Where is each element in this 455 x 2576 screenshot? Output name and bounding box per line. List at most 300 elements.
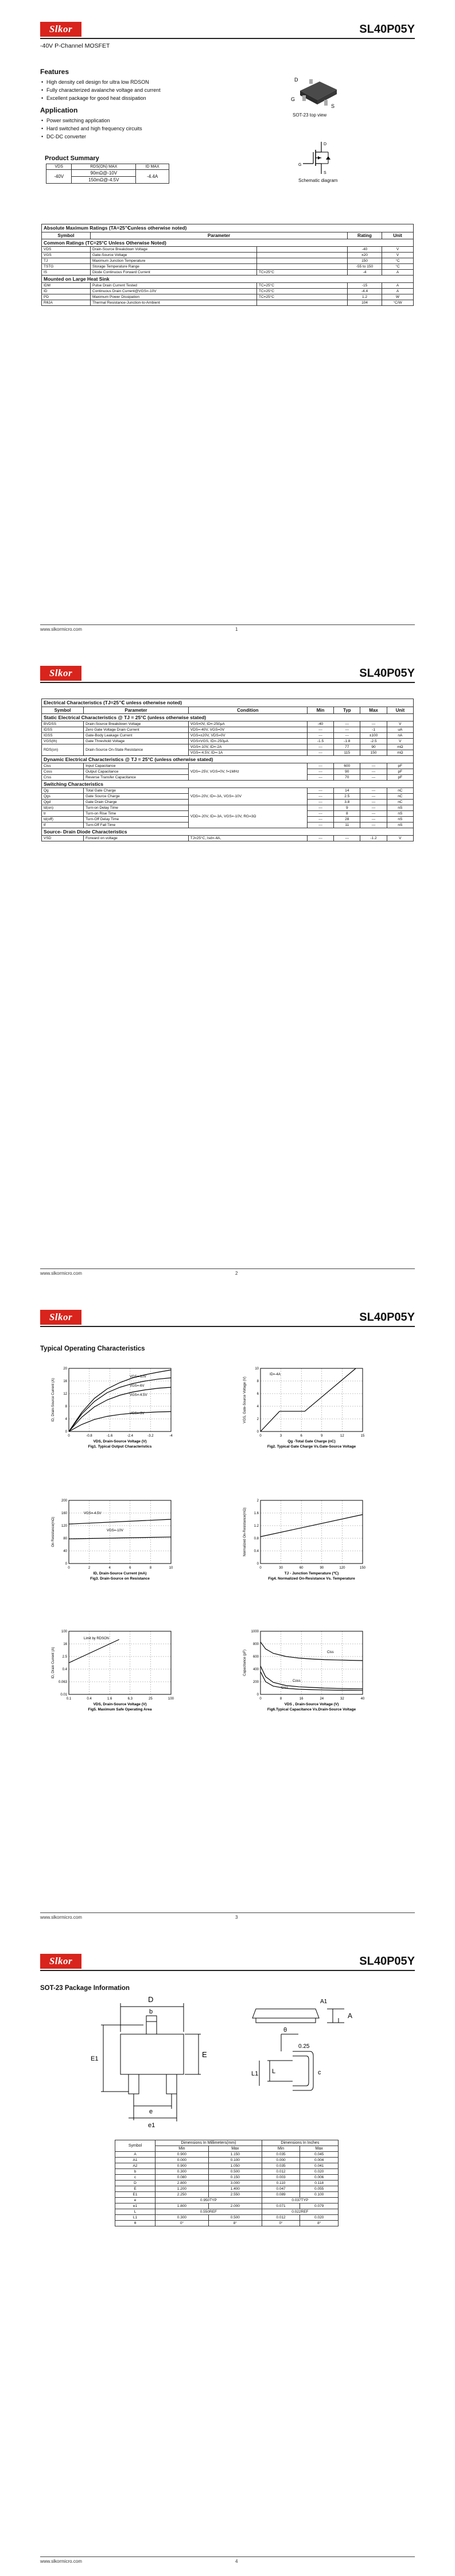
table-cell: Turn-Off Delay Time [84, 817, 189, 823]
table-body [42, 239, 414, 306]
page-header [40, 1310, 415, 1327]
table-cell: Qg [42, 788, 84, 794]
table-cell: 1.800 [155, 2203, 209, 2209]
column-header: Dimensions In Millimeters(mm) [155, 2140, 262, 2146]
table-cell: Turn-Off Fall Time [84, 823, 189, 828]
y-tick-label: 0 [65, 1430, 67, 1434]
chart-grid [61, 1499, 173, 1570]
table-cell: e1 [115, 2203, 155, 2209]
table-cell: --- [334, 727, 360, 733]
page-footer [40, 2556, 415, 2564]
table-cell: 0.022REF [262, 2209, 338, 2215]
absolute-max-ratings-table [41, 224, 414, 306]
y-tick-label: 16 [63, 1380, 67, 1383]
table-cell: W [382, 294, 414, 300]
package-side-view-drawing [247, 1994, 384, 2120]
table-cell: Mounted on Large Heat Sink [42, 276, 414, 283]
table-cell [257, 247, 348, 253]
table-cell: 0.080 [155, 2175, 209, 2181]
table-cell: VDS [42, 247, 91, 253]
table-cell: -2.5 [360, 739, 387, 744]
table-cell: ±100 [360, 733, 387, 739]
fig5-chart [49, 1627, 176, 1713]
table-cell: 0.000 [155, 2158, 209, 2163]
y-tick-label: 2.5 [62, 1655, 67, 1659]
table-cell: 150 [348, 258, 382, 264]
table-cell: 0.035 [262, 2152, 300, 2158]
y-tick-label: 80 [63, 1537, 67, 1541]
table-cell: Total Gate Charge [84, 788, 189, 794]
table-cell: 104 [348, 300, 382, 306]
table-cell: Qgd [42, 800, 84, 805]
column-header: Rating [348, 232, 382, 239]
table-cell: --- [334, 721, 360, 727]
footer-url: www.slkormicro.com [40, 2559, 82, 2564]
table-cell: V [382, 247, 414, 253]
fig1-chart [49, 1364, 176, 1450]
summary-rds: 90mΩ@-10V [72, 170, 136, 177]
table-cell: 0.003 [262, 2175, 300, 2181]
dim-label-l1: L1 [251, 2070, 259, 2077]
y-axis-label: Capacitance (pF) [243, 1649, 247, 1677]
part-number: SL40P05Y [359, 23, 415, 36]
x-tick-label: 9 [321, 1434, 323, 1438]
table-cell: VGS(th) [42, 739, 84, 744]
table-cell: 0.550REF [155, 2209, 262, 2215]
table-cell: TC=25°C [257, 283, 348, 289]
footer-url: www.slkormicro.com [40, 1271, 82, 1276]
table-cell: Gate Threshold Voltage [84, 739, 189, 744]
series-label: ID=-4A [270, 1373, 281, 1376]
table-cell: °C [382, 258, 414, 264]
table-cell [257, 264, 348, 270]
table-cell: nS [387, 817, 413, 823]
table-cell: Storage Temperature Range [91, 264, 257, 270]
table-cell: --- [307, 788, 333, 794]
table-cell: mΩ [387, 750, 413, 756]
series-label: VGS=-10V [130, 1375, 146, 1379]
table-row [42, 733, 414, 739]
page-title: SOT-23 Package Information [40, 1985, 130, 1992]
figure-caption: Fig2. Typical Gate Charge Vs.Gate-Source Voltage [267, 1445, 356, 1449]
x-axis-label: VDS , Drain-Source Voltage (V) [284, 1702, 339, 1706]
table-cell: 2.800 [155, 2181, 209, 2186]
table-cell: V [387, 836, 413, 841]
series-label: VGS=-4.5V [130, 1394, 147, 1397]
table-cell: VGS=-4.5V, ID=-1A [188, 750, 307, 756]
table-row [115, 2158, 339, 2163]
table-cell: -4 [348, 270, 382, 276]
table-cell: IGSS [42, 733, 84, 739]
dim-label-a: A [348, 2012, 353, 2020]
table-row [42, 283, 414, 289]
y-tick-label: 120 [61, 1524, 67, 1528]
table-cell: --- [307, 769, 333, 775]
plot-frame [260, 1631, 363, 1694]
x-axis-label: TJ - Junction Temperature (℃) [284, 1572, 339, 1576]
brand-logo: Slkor [40, 22, 81, 37]
table-cell: ID [42, 289, 91, 294]
table-cell: --- [360, 823, 387, 828]
table-cell: --- [360, 800, 387, 805]
plot-frame [260, 1500, 363, 1564]
table-row [42, 788, 414, 794]
x-axis-label: VDS, Drain-Source Voltage (V) [93, 1440, 147, 1444]
dim-label-a1: A1 [320, 1999, 328, 2005]
column-header: Parameter [84, 707, 189, 714]
table-cell: Input Capacitance [84, 763, 189, 769]
chart-grid [63, 1367, 173, 1438]
table-row [115, 2163, 339, 2169]
table-row [115, 2209, 339, 2215]
part-number: SL40P05Y [359, 1955, 415, 1968]
table-cell: BVDSS [42, 721, 84, 727]
page-4 [0, 1932, 455, 2576]
list-item: • Excellent package for good heat dissipation [41, 95, 225, 101]
dim-label-gauge: 0.25 [298, 2043, 310, 2050]
table-row [42, 721, 414, 727]
series-label: Coss [293, 1679, 301, 1683]
table-row [42, 253, 414, 258]
column-header: Min [307, 707, 333, 714]
table-cell: 2.550 [208, 2192, 262, 2198]
page-number: 3 [235, 1915, 238, 1920]
table-cell: E [115, 2186, 155, 2192]
sot23-package-icon [290, 75, 347, 109]
x-tick-label: 10 [169, 1566, 173, 1570]
figure-caption: Fig3. Drain-Source on Resistance [90, 1577, 150, 1581]
section-row [42, 276, 414, 283]
y-tick-label: 0.4 [62, 1668, 67, 1671]
table-cell: --- [360, 763, 387, 769]
y-axis-label: ID, Drain Current (A) [52, 1647, 55, 1679]
table-cell: 0.950TYP [155, 2198, 262, 2203]
x-tick-label: 6 [129, 1566, 131, 1570]
page-header [40, 666, 415, 683]
table-cell: Switching Characteristics [42, 781, 414, 788]
table-cell: A [115, 2152, 155, 2158]
table-cell: --- [334, 733, 360, 739]
table-cell: 0.150 [208, 2175, 262, 2181]
table-cell: tr [42, 811, 84, 817]
part-number: SL40P05Y [359, 667, 415, 680]
y-tick-label: 0.8 [254, 1537, 259, 1541]
x-tick-label: 0 [259, 1434, 262, 1438]
table-cell: Maximum Junction Temperature [91, 258, 257, 264]
features-list [41, 79, 225, 103]
column-header: Symbol [42, 707, 84, 714]
summary-vds: -40V [46, 170, 72, 184]
y-tick-label: 1.6 [254, 1512, 259, 1515]
list-item: • Hard switched and high frequency circuits [41, 126, 225, 131]
table-cell: uA [387, 727, 413, 733]
fig2-chart [241, 1364, 367, 1450]
column-header: Unit [387, 707, 413, 714]
dim-label-e: E [202, 2050, 207, 2059]
summary-rds: 150mΩ@-4.5V [72, 177, 136, 184]
y-axis-label: On Resistance(mΩ) [52, 1516, 55, 1547]
table-cell: --- [307, 750, 333, 756]
table-row [115, 2186, 339, 2192]
table-row [42, 744, 414, 750]
page-number: 2 [235, 1271, 238, 1276]
chart-grid [255, 1367, 365, 1438]
y-tick-label: 16 [63, 1643, 67, 1646]
table-cell: PD [42, 294, 91, 300]
y-tick-label: 200 [61, 1499, 67, 1503]
table-cell: 8° [300, 2221, 339, 2226]
column-header: Dimensions In Inches [262, 2140, 338, 2146]
brand-logo: Slkor [40, 1954, 81, 1969]
table-cell: Reverse Transfer Capacitance [84, 775, 189, 781]
table-cell: Gate-Body Leakage Current [84, 733, 189, 739]
table-cell: 0.900 [155, 2163, 209, 2169]
series-label: VGS=-3V [130, 1412, 145, 1415]
plot-frame [69, 1631, 171, 1694]
dim-label-e1-pitch: e1 [148, 2122, 155, 2129]
table-cell: --- [307, 727, 333, 733]
table-cell: nS [387, 823, 413, 828]
schematic-pin-g: G [298, 163, 302, 167]
section-row [42, 714, 414, 721]
y-tick-label: 100 [61, 1630, 67, 1634]
x-tick-label: 12 [340, 1434, 344, 1438]
table-row [115, 2198, 339, 2203]
table-cell: 1.050 [208, 2163, 262, 2169]
table-cell: 0.500 [208, 2215, 262, 2221]
table-cell: -40 [307, 721, 333, 727]
table-cell: TSTG [42, 264, 91, 270]
fig6-chart [241, 1627, 367, 1713]
table-cell: IS [42, 270, 91, 276]
table-row [42, 763, 414, 769]
table-cell: 1.200 [155, 2186, 209, 2192]
table-cell: RθJA [42, 300, 91, 306]
table-row [42, 258, 414, 264]
x-tick-label: 6.3 [127, 1697, 133, 1701]
table-cell: VDS=-25V, VGS=0V, f=1MHz [188, 763, 307, 781]
section-row [42, 239, 414, 247]
table-row [115, 2192, 339, 2198]
series-line-1 [69, 1519, 171, 1524]
column-header: Symbol [42, 232, 91, 239]
x-tick-label: 6 [300, 1434, 302, 1438]
page-footer [40, 1912, 415, 1920]
table-cell: VSD [42, 836, 84, 841]
table-cell: nS [387, 805, 413, 811]
table-cell: 9 [334, 805, 360, 811]
table-cell: 1.400 [208, 2186, 262, 2192]
y-axis-label: Normalized On-Resistance(mΩ) [243, 1507, 247, 1557]
x-tick-label: 100 [168, 1697, 174, 1701]
x-tick-label: 1.6 [107, 1697, 112, 1701]
table-cell: Gate-Source Voltage [91, 253, 257, 258]
table-cell: 0.012 [262, 2169, 300, 2175]
x-tick-label: 3 [279, 1434, 282, 1438]
x-tick-label: 40 [360, 1697, 365, 1701]
table-cell: IDSS [42, 727, 84, 733]
product-summary-table [46, 164, 169, 184]
y-tick-label: 8 [256, 1380, 259, 1383]
table-cell: --- [307, 800, 333, 805]
table-cell [257, 258, 348, 264]
table-cell: --- [360, 769, 387, 775]
table-row [42, 805, 414, 811]
y-tick-label: 1.2 [254, 1524, 259, 1528]
x-tick-label: 4 [108, 1566, 111, 1570]
schematic-caption: Schematic diagram [298, 178, 338, 183]
table-row [115, 2221, 339, 2226]
column-header: Max [208, 2146, 262, 2152]
table-cell: VGS=±20V, VDS=0V [188, 733, 307, 739]
x-tick-label: 150 [359, 1566, 366, 1570]
section-row [42, 781, 414, 788]
table-cell: --- [307, 733, 333, 739]
summary-title: Product Summary [45, 155, 99, 162]
table-cell: 0.118 [300, 2181, 339, 2186]
device-subtitle: -40V P-Channel MOSFET [40, 42, 110, 49]
column-header: Max [300, 2146, 339, 2152]
table-cell: 0.006 [300, 2175, 339, 2181]
y-tick-label: 6 [256, 1392, 259, 1396]
table-cell: nA [387, 733, 413, 739]
series-line-4 [69, 1411, 171, 1431]
pin-label-s: S [331, 103, 335, 109]
x-tick-label: 90 [320, 1566, 324, 1570]
table-cell: nC [387, 788, 413, 794]
column-header: Max [360, 707, 387, 714]
footer-url: www.slkormicro.com [40, 627, 82, 632]
x-tick-label: 60 [299, 1566, 304, 1570]
application-title: Application [40, 106, 78, 114]
table-cell: Continuous Drain Current@VGS=-10V [91, 289, 257, 294]
dim-label-e1: E1 [91, 2055, 99, 2062]
table-cell: pF [387, 769, 413, 775]
page-header [40, 1954, 415, 1971]
summary-header: RDS(ON) MAX [72, 164, 136, 170]
table-cell: 14 [334, 788, 360, 794]
column-header: Min [262, 2146, 300, 2152]
table-cell: 0.100 [208, 2158, 262, 2163]
table-row [115, 2169, 339, 2175]
dim-label-e-pitch: e [149, 2108, 153, 2115]
table-cell: 77 [334, 744, 360, 750]
table-cell: A [382, 283, 414, 289]
y-tick-label: 0.4 [254, 1550, 259, 1553]
y-tick-label: 2 [256, 1499, 259, 1503]
x-tick-label: -4 [169, 1434, 173, 1438]
dim-label-d: D [148, 1995, 154, 2004]
x-tick-label: -0.8 [86, 1434, 92, 1438]
table-cell: Source- Drain Diode Characteristics [42, 828, 414, 836]
table-cell: V [382, 253, 414, 258]
x-tick-label: 0 [259, 1697, 262, 1701]
table-cell: 2.000 [208, 2203, 262, 2209]
table-cell: Drain-Source Breakdown Voltage [84, 721, 189, 727]
table-cell: Coss [42, 769, 84, 775]
brand-logo: Slkor [40, 1310, 81, 1325]
y-tick-label: 40 [63, 1550, 67, 1553]
table-cell: Maximum Power Dissipation [91, 294, 257, 300]
fig3-chart [49, 1496, 176, 1582]
table-cell: 115 [334, 750, 360, 756]
table-cell: -1.5 [307, 739, 333, 744]
table-cell: --- [360, 721, 387, 727]
table-cell: θ [115, 2221, 155, 2226]
table-cell: 1.2 [348, 294, 382, 300]
schematic-pin-d: D [324, 142, 327, 146]
table-cell: 600 [334, 763, 360, 769]
table-cell: 0.004 [300, 2158, 339, 2163]
table-cell: 0° [155, 2221, 209, 2226]
table-cell: 0.300 [155, 2215, 209, 2221]
table-cell: --- [360, 788, 387, 794]
brand-logo: Slkor [40, 666, 81, 681]
x-tick-label: 0 [259, 1566, 262, 1570]
table-cell: 70 [334, 775, 360, 781]
series-label: Crss [281, 1686, 289, 1690]
column-header: Symbol [115, 2140, 155, 2152]
y-tick-label: 0.01 [60, 1693, 67, 1697]
table-cell: 0.000 [262, 2158, 300, 2163]
table-cell: e [115, 2198, 155, 2203]
y-tick-label: 8 [65, 1405, 67, 1409]
y-tick-label: 10 [255, 1367, 259, 1371]
table-cell: TC=25°C [257, 294, 348, 300]
y-tick-label: 0 [256, 1562, 259, 1566]
table-cell: --- [307, 744, 333, 750]
table-row [42, 739, 414, 744]
table-cell: Turn-on Delay Time [84, 805, 189, 811]
dim-label-theta: θ [283, 2027, 287, 2034]
table-cell: 0.047 [262, 2186, 300, 2192]
y-tick-label: 600 [252, 1655, 259, 1659]
table-cell: td(off) [42, 817, 84, 823]
table-row [115, 2203, 339, 2209]
table-cell: Diode Continuous Forward Current [91, 270, 257, 276]
page-1 [0, 0, 455, 644]
table-cell: mΩ [387, 744, 413, 750]
y-tick-label: 1000 [251, 1630, 259, 1634]
package-top-view-drawing [86, 1994, 241, 2132]
dim-label-l: L [272, 2068, 276, 2075]
page-footer [40, 1268, 415, 1276]
table-cell: nC [387, 794, 413, 800]
table-cell: --- [307, 836, 333, 841]
table-row [115, 2152, 339, 2158]
x-tick-label: -3.2 [147, 1434, 154, 1438]
table-cell: b [115, 2169, 155, 2175]
table-title: Electrical Characteristics (TJ=25℃ unless otherwise noted) [42, 699, 414, 707]
table-cell: 90 [334, 769, 360, 775]
table-cell: D [115, 2181, 155, 2186]
footer-url: www.slkormicro.com [40, 1915, 82, 1920]
table-body [115, 2152, 339, 2226]
table-cell: -4.4 [348, 289, 382, 294]
table-cell: --- [334, 836, 360, 841]
table-cell: 3.000 [208, 2181, 262, 2186]
list-item: • DC-DC converter [41, 134, 225, 139]
table-cell: A2 [115, 2163, 155, 2169]
table-cell: 0.900 [155, 2152, 209, 2158]
y-axis-label: VGS, Gate-Source Voltage (V) [243, 1376, 247, 1423]
table-row [115, 2175, 339, 2181]
table-cell: tf [42, 823, 84, 828]
section-row [42, 828, 414, 836]
table-cell: --- [360, 805, 387, 811]
series-label: Ciss [327, 1651, 334, 1654]
y-tick-label: 160 [61, 1512, 67, 1515]
